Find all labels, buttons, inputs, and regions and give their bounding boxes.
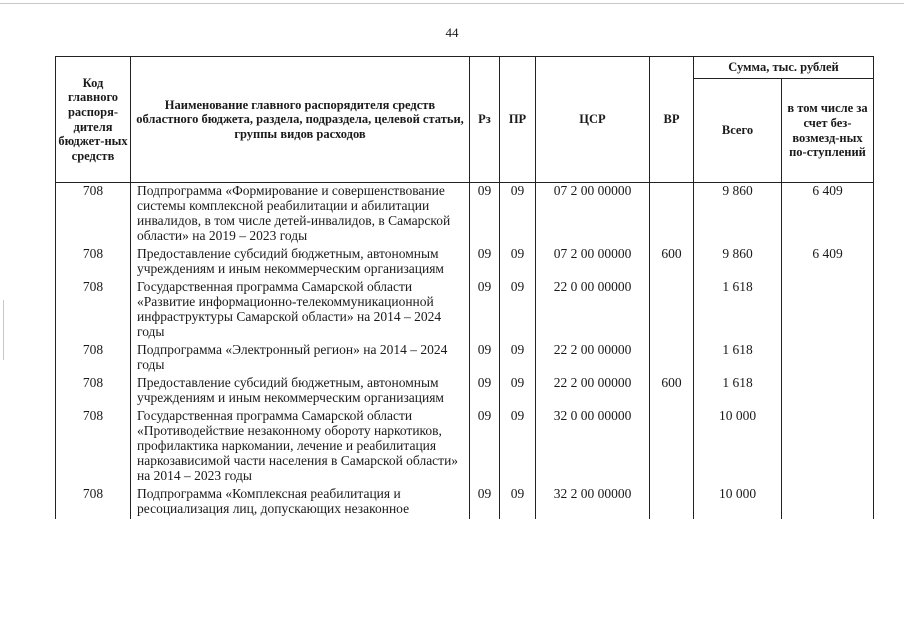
cell-pr: 09 [500,279,536,342]
cell-csr: 22 2 00 00000 [536,375,650,408]
cell-code: 708 [56,183,131,247]
cell-name: Подпрограмма «Формирование и совершенствование системы комплексной реабилитации и абилитации инвалидов, в том числе детей-инвалидов, в Самарской области» на 2019 – 2023 годы [131,183,470,247]
header-gratuitous: в том числе за счет без-возмезд-ных по-ступлений [782,79,874,183]
cell-csr: 22 0 00 00000 [536,279,650,342]
cell-csr: 22 2 00 00000 [536,342,650,375]
cell-total: 9 860 [694,183,782,247]
cell-gratuitous [782,375,874,408]
cell-total: 9 860 [694,246,782,279]
cell-vr [650,183,694,247]
cell-name: Подпрограмма «Комплексная реабилитация и ресоциализация лиц, допускающих незаконное [131,486,470,519]
cell-gratuitous: 6 409 [782,246,874,279]
cell-name: Предоставление субсидий бюджетным, автономным учреждениям и иным некоммерческим организациям [131,375,470,408]
header-name: Наименование главного распорядителя средств областного бюджета, раздела, подраздела, целевой статьи, группы видов расходов [131,57,470,183]
cell-name: Подпрограмма «Электронный регион» на 2014 – 2024 годы [131,342,470,375]
header-code: Код главного распоря-дителя бюджет-ных средств [56,57,131,183]
cell-pr: 09 [500,246,536,279]
scan-edge-top [0,3,904,4]
cell-rz: 09 [470,342,500,375]
header-pr: ПР [500,57,536,183]
table-row [56,183,874,247]
cell-csr: 32 0 00 00000 [536,408,650,486]
cell-total: 1 618 [694,375,782,408]
cell-pr: 09 [500,183,536,247]
cell-gratuitous [782,279,874,342]
table-row [56,342,874,375]
cell-code: 708 [56,375,131,408]
cell-gratuitous [782,408,874,486]
cell-pr: 09 [500,408,536,486]
cell-vr [650,408,694,486]
cell-pr: 09 [500,486,536,519]
cell-rz: 09 [470,486,500,519]
table-row [56,408,874,486]
cell-name: Государственная программа Самарской области «Развитие информационно-телекоммуникационной инфраструктуры Самарской области» на 2014 – 2024 годы [131,279,470,342]
cell-code: 708 [56,486,131,519]
page-number: 44 [445,25,459,40]
cell-gratuitous: 6 409 [782,183,874,247]
header-sum: Сумма, тыс. рублей [694,57,874,79]
cell-code: 708 [56,408,131,486]
cell-gratuitous [782,342,874,375]
cell-vr [650,279,694,342]
cell-rz: 09 [470,246,500,279]
cell-rz: 09 [470,375,500,408]
budget-table [55,56,874,519]
cell-code: 708 [56,246,131,279]
table-row [56,486,874,519]
cell-gratuitous [782,486,874,519]
table-row [56,375,874,408]
scan-edge-left [3,300,4,360]
cell-code: 708 [56,342,131,375]
header-rz: Рз [470,57,500,183]
cell-rz: 09 [470,408,500,486]
cell-pr: 09 [500,342,536,375]
cell-rz: 09 [470,183,500,247]
table-row [56,279,874,342]
cell-name: Государственная программа Самарской области «Противодействие незаконному обороту наркотиков, профилактика наркомании, лечение и реабилитация наркозависимой части населения в Самарской области» на 2014 – 2023 годы [131,408,470,486]
cell-name: Предоставление субсидий бюджетным, автономным учреждениям и иным некоммерческим организациям [131,246,470,279]
cell-vr: 600 [650,246,694,279]
cell-vr [650,342,694,375]
cell-vr: 600 [650,375,694,408]
header-csr: ЦСР [536,57,650,183]
cell-rz: 09 [470,279,500,342]
cell-csr: 07 2 00 00000 [536,246,650,279]
cell-csr: 07 2 00 00000 [536,183,650,247]
cell-total: 1 618 [694,342,782,375]
cell-total: 10 000 [694,486,782,519]
cell-total: 10 000 [694,408,782,486]
cell-pr: 09 [500,375,536,408]
cell-csr: 32 2 00 00000 [536,486,650,519]
header-total: Всего [694,79,782,183]
cell-total: 1 618 [694,279,782,342]
cell-code: 708 [56,279,131,342]
header-vr: ВР [650,57,694,183]
cell-vr [650,486,694,519]
table-row [56,246,874,279]
